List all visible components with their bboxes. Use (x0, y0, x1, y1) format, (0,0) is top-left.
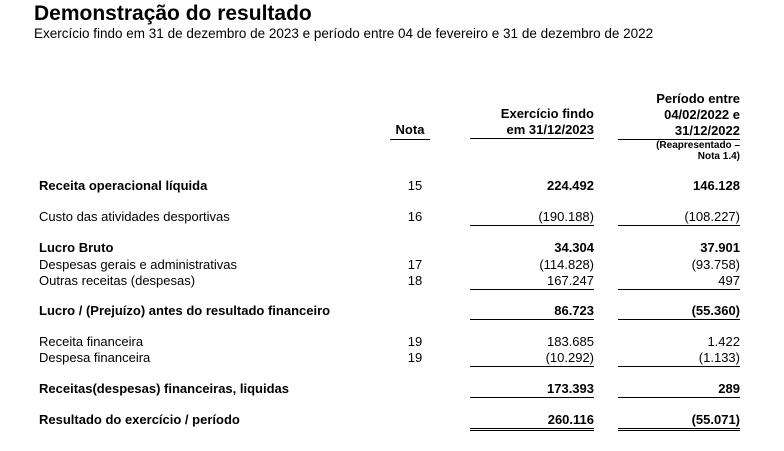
column-header-2023 (470, 106, 594, 139)
row-lucro-bruto (0, 240, 784, 256)
row-value-2023: 86.723 (470, 303, 594, 320)
row-outras-receitas (0, 273, 784, 289)
row-resultado-financeiro (0, 381, 784, 397)
row-value-2022: (93.758) (691, 257, 740, 272)
row-value-2022: (55.071) (618, 412, 740, 431)
row-despesas-gerais (0, 257, 784, 273)
restated-note-line2: Nota 1.4) (697, 151, 740, 162)
row-value-2023: (190.188) (470, 209, 594, 226)
column-header-2022 (618, 91, 740, 140)
row-nota: 19 (407, 334, 423, 349)
row-value-2022: 146.128 (693, 178, 740, 193)
row-custo-atividades (0, 209, 784, 225)
row-value-2023: (114.828) (539, 257, 594, 272)
row-nota: 18 (407, 273, 423, 288)
row-receita-financeira (0, 334, 784, 350)
row-label: Receitas(despesas) financeiras, liquidas (39, 381, 289, 396)
row-value-2022: 37.901 (700, 240, 740, 255)
row-resultado-exercicio (0, 412, 784, 428)
row-nota: 19 (407, 350, 423, 365)
page-title: Demonstração do resultado (34, 2, 312, 25)
column-header-2022-line3: 31/12/2022 (618, 123, 740, 140)
column-header-2022-line2: 04/02/2022 e (664, 107, 740, 122)
row-value-2023: 224.492 (547, 178, 594, 193)
row-value-2023: 34.304 (554, 240, 594, 255)
row-label: Receita financeira (39, 334, 144, 349)
row-value-2022: (1.133) (618, 350, 740, 367)
restated-note-line1: (Reapresentado – (656, 140, 740, 151)
row-value-2023: 173.393 (470, 381, 594, 398)
row-label: Resultado do exercício / período (39, 412, 240, 427)
row-lucro-antes-financeiro (0, 303, 784, 319)
row-label: Receita operacional líquida (39, 178, 208, 193)
restated-note (618, 140, 740, 162)
column-header-2022-line1: Período entre (656, 91, 740, 106)
column-header-2023-line1: Exercício findo (500, 106, 594, 121)
column-header-nota: Nota (390, 122, 430, 140)
row-nota: 16 (407, 209, 423, 224)
row-label: Outras receitas (despesas) (39, 273, 196, 288)
row-value-2023: 167.247 (470, 273, 594, 290)
row-label: Despesa financeira (39, 350, 151, 365)
row-despesa-financeira (0, 350, 784, 366)
row-receita-operacional (0, 178, 784, 194)
row-value-2022: 497 (618, 273, 740, 290)
row-label: Despesas gerais e administrativas (39, 257, 237, 272)
row-value-2023: 260.116 (470, 412, 594, 431)
row-label: Custo das atividades desportivas (39, 209, 230, 224)
row-value-2023: 183.685 (547, 334, 594, 349)
row-label: Lucro / (Prejuízo) antes do resultado financeiro (39, 303, 331, 318)
row-value-2023: (10.292) (470, 350, 594, 367)
column-header-2023-line2: em 31/12/2023 (470, 122, 594, 139)
row-nota: 17 (407, 257, 423, 272)
page-subtitle: Exercício findo em 31 de dezembro de 2023 e período entre 04 de fevereiro e 31 de dezembro de 2022 (34, 26, 654, 41)
row-label: Lucro Bruto (39, 240, 114, 255)
row-value-2022: 289 (618, 381, 740, 398)
row-value-2022: 1.422 (707, 334, 740, 349)
row-nota: 15 (407, 178, 423, 193)
row-value-2022: (108.227) (618, 209, 740, 226)
row-value-2022: (55.360) (618, 303, 740, 320)
